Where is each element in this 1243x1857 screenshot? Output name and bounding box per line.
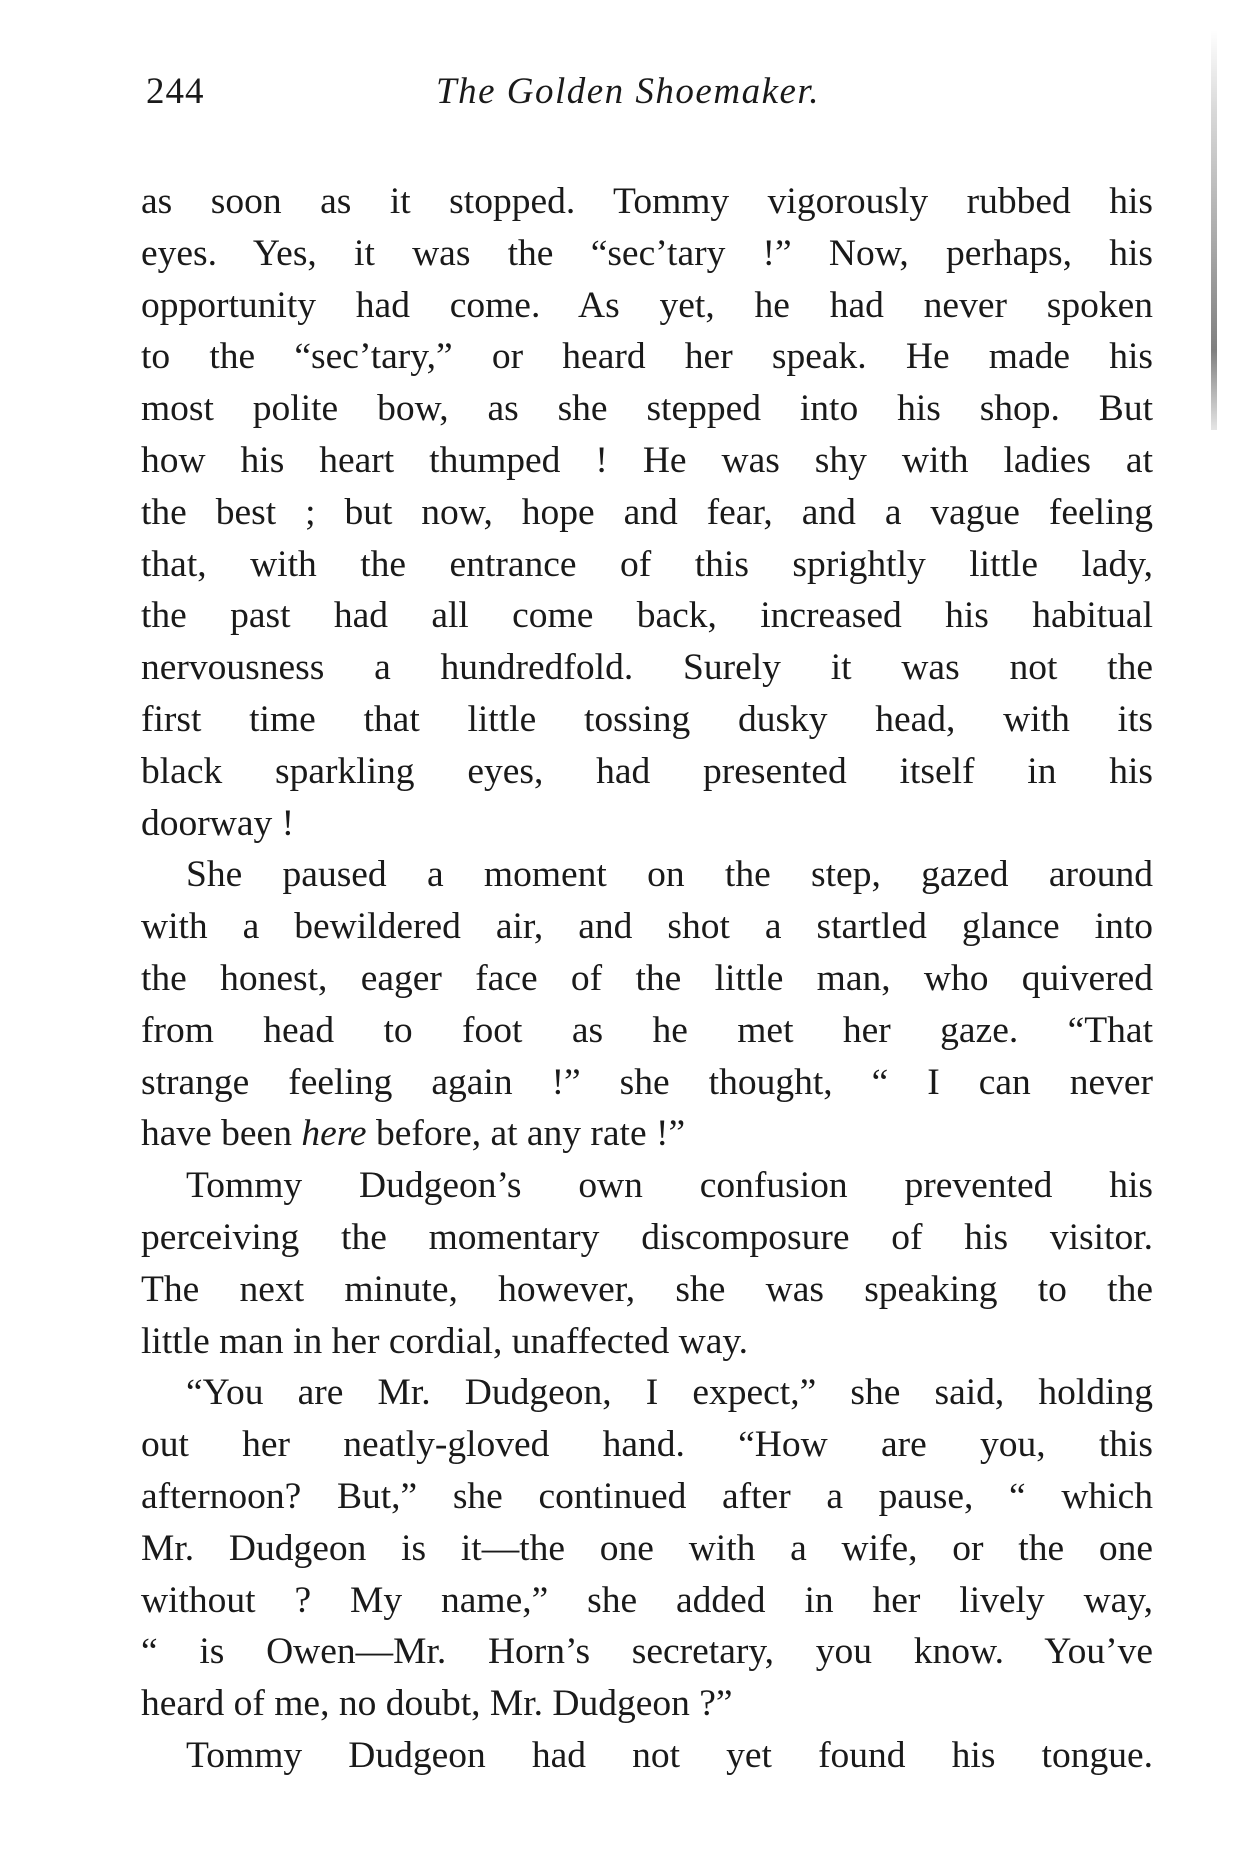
text-line: how his heart thumped ! He was shy with ladies at [141,439,1153,481]
text-line: afternoon? But,” she continued after a pause, “ which [141,1475,1153,1517]
text-line: out her neatly-gloved hand. “How are you, this [141,1424,1153,1466]
text-line: opportunity had come. As yet, he had never spoken [141,284,1153,326]
text-line: Tommy Dudgeon’s own confusion prevented his [186,1165,1153,1207]
text-line: strange feeling again !” she thought, “ I can never [141,1061,1153,1103]
page-edge-shadow [1211,30,1217,430]
text-line: the past had all come back, increased his habitual [141,595,1153,637]
text-line: She paused a moment on the step, gazed around [186,854,1153,896]
text-line: “ is Owen—Mr. Horn’s secretary, you know. You’ve [141,1631,1153,1673]
text-line-with-emphasis [141,1108,1153,1160]
text-line: eyes. Yes, it was the “sec’tary !” Now, perhaps, his [141,232,1153,274]
page-header [146,70,1146,130]
text-line: from head to foot as he met her gaze. “That [141,1009,1153,1051]
text-line: with a bewildered air, and shot a startled glance into [141,906,1153,948]
text-line: Tommy Dudgeon had not yet found his tongue. [186,1734,1153,1776]
text-line: the honest, eager face of the little man, who quivered [141,957,1153,999]
text-line: the best ; but now, hope and fear, and a vague feeling [141,491,1153,533]
text-line: first time that little tossing dusky head, with its [141,698,1153,740]
text-line: most polite bow, as she stepped into his shop. But [141,388,1153,430]
text-line: heard of me, no doubt, Mr. Dudgeon ?” [141,1683,733,1725]
emphasized-word: here [301,1113,367,1155]
text-line: little man in her cordial, unaffected way. [141,1320,749,1362]
text-line: to the “sec’tary,” or heard her speak. He made his [141,336,1153,378]
text-line: nervousness a hundredfold. Surely it was not the [141,647,1153,689]
text-line: that, with the entrance of this sprightly little lady, [141,543,1153,585]
running-title: The Golden Shoemaker. [436,71,820,112]
text-line: perceiving the momentary discomposure of his visitor. [141,1216,1153,1258]
body-text [141,176,1153,1782]
text-line: “You are Mr. Dudgeon, I expect,” she said, holding [186,1372,1153,1414]
text-segment: have been [141,1113,302,1155]
text-line: The next minute, however, she was speaking to the [141,1268,1153,1310]
text-line: Mr. Dudgeon is it—the one with a wife, or the one [141,1527,1153,1569]
text-line: as soon as it stopped. Tommy vigorously rubbed his [141,181,1153,222]
text-line: black sparkling eyes, had presented itself in his [141,750,1153,792]
page-number: 244 [146,71,205,112]
text-line: doorway ! [141,802,295,844]
text-line: without ? My name,” she added in her lively way, [141,1579,1153,1621]
text-segment: before, at any rate !” [366,1113,686,1155]
